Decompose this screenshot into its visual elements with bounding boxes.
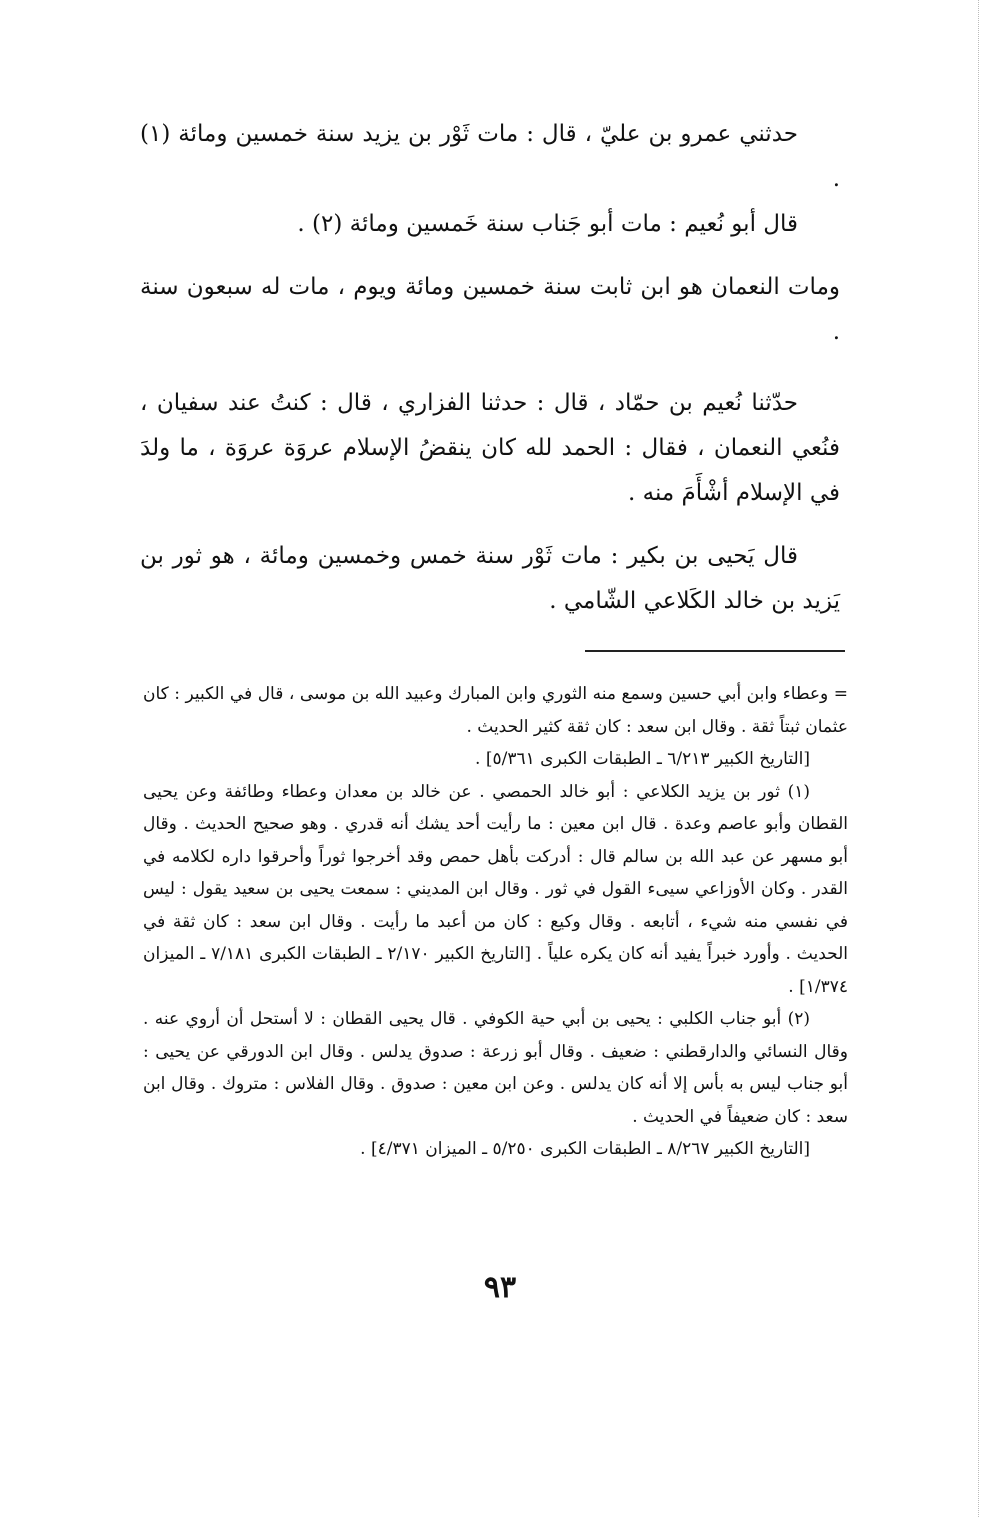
paragraph-3: ومات النعمان هو ابن ثابت سنة خمسين ومائة ويوم ، مات له سبعون سنة . [140, 274, 840, 345]
main-text [140, 112, 840, 624]
scan-edge-line [978, 0, 979, 1517]
page-number: ٩٣ [483, 1270, 517, 1305]
footnote-2: (٢) أبو جناب الكلبي : يحيى بن أبي حية الكوفي . قال يحيى القطان : لا أستحل أن أروي عنه . وقال النسائي والدارقطني : ضعيف . وقال أبو زرعة : صدوق يدلس . وقال ابن الدورقي عن يحيى : أبو جناب ليس به بأس إلا أنه كان يدلس . وعن ابن معين : صدوق . وقال الفلاس : متروك . وقال ابن سعد : كان ضعيفاً في الحديث . [143, 1009, 848, 1127]
footnote-separator [585, 650, 845, 652]
paragraph-4: حدّثنا نُعيم بن حمّاد ، قال : حدثنا الفزاري ، قال : كنتُ عند سفيان ، فنُعي النعمان ، فقال : الحمد لله كان ينقضُ الإسلام عروَة عروَة ، ما ولدَ في الإسلام أشْأَمَ منه . [140, 390, 840, 506]
paragraph-1: حدثني عمرو بن عليّ ، قال : مات ثَوْر بن يزيد سنة خمسين ومائة (١) . [140, 121, 840, 192]
footnotes [143, 678, 848, 1166]
footnote-1: (١) ثور بن يزيد الكلاعي : أبو خالد الحمصي . عن خالد بن معدان وعطاء وطائفة وعن يحيى القطان وأبو عاصم وعدة . قال ابن معين : ما رأيت أحد يشك أنه قدري . وهو صحيح الحديث . وقال أبو مسهر عن عبد الله بن سالم قال : أدركت بأهل حمص وقد أخرجوا ثوراً وأحرقوا داره لكلامه في القدر . وكان الأوزاعي سيىء القول في ثور . وقال ابن المديني : سمعت يحيى بن سعيد يقول : ليس في نفسي منه شيء ، أتابعه . وقال وكيع : كان من أعبد ما رأيت . وقال ابن سعد : كان ثقة في الحديث . وأورد خبراً يفيد أنه كان يكره علياً . [التاريخ الكبير ٢/١٧٠ ـ الطبقات الكبرى ٧/١٨١ ـ الميزان ١/٣٧٤] . [143, 781, 848, 997]
paragraph-2: قال أبو نُعيم : مات أبو جَناب سنة خَمسين ومائة (٢) . [297, 211, 798, 237]
footnote-continued: = وعطاء وابن أبي حسين وسمع منه الثوري وابن المبارك وعبيد الله بن موسى ، قال في الكبير : كان عثمان ثبتاً ثقة . وقال ابن سعد : كان ثقة كثير الحديث . [143, 684, 848, 737]
footnote-2-reference: [التاريخ الكبير ٨/٢٦٧ ـ الطبقات الكبرى ٥/٢٥٠ ـ الميزان ٤/٣٧١] . [360, 1139, 810, 1159]
footnote-continued-reference: [التاريخ الكبير ٦/٢١٣ ـ الطبقات الكبرى ٥/٣٦١] . [475, 749, 810, 769]
paragraph-5: قال يَحيى بن بكير : مات ثَوْر سنة خمس وخمسين ومائة ، هو ثور بن يَزيد بن خالد الكَلاعي الشّامي . [140, 543, 840, 614]
